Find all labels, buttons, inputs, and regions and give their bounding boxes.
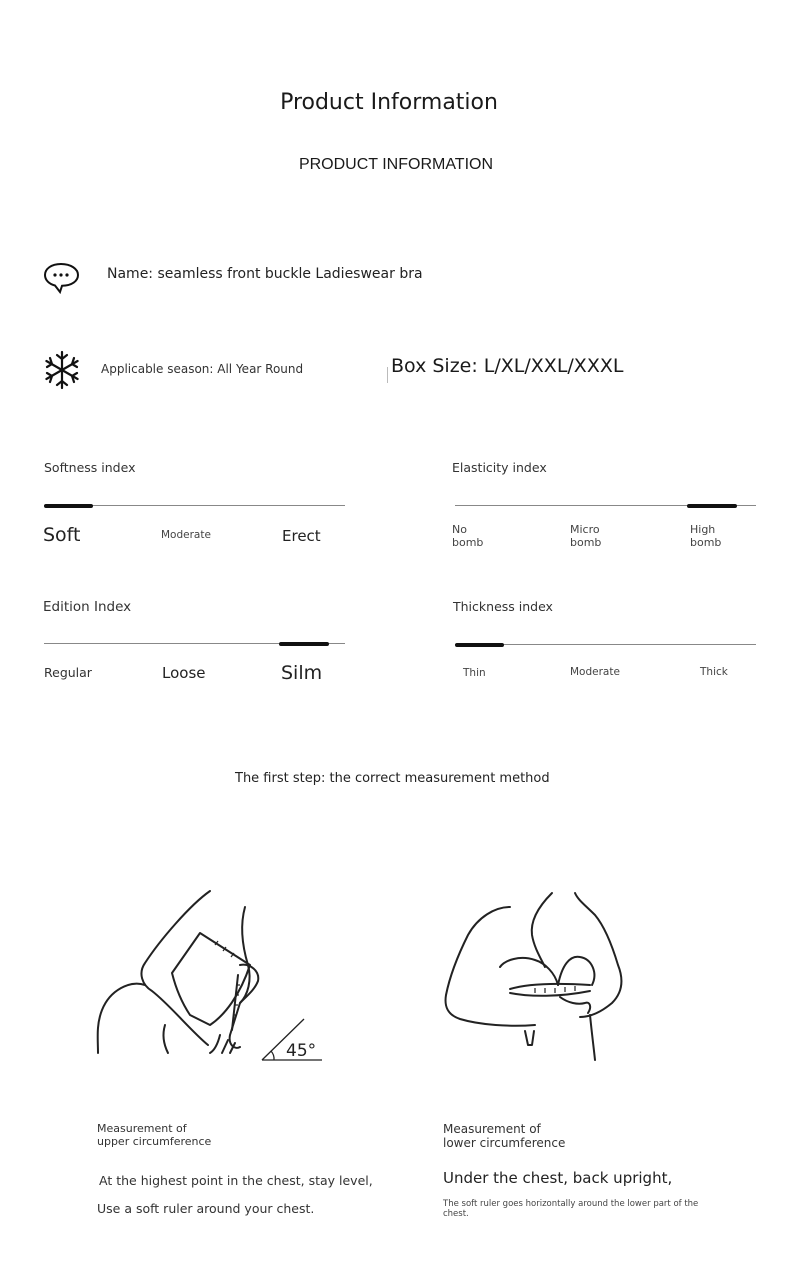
softness-scale-moderate: Moderate <box>161 529 211 541</box>
scale-word: No <box>452 523 467 536</box>
softness-index-label: Softness index <box>44 460 136 475</box>
description-line: The soft ruler goes horizontally around the lower part of the <box>443 1199 699 1209</box>
upper-measurement-illustration <box>90 885 330 1065</box>
thickness-scale-moderate: Moderate <box>570 666 620 678</box>
page-title: Product Information <box>280 90 498 115</box>
scale-word: bomb <box>570 536 602 549</box>
divider <box>387 367 388 383</box>
page-subtitle: PRODUCT INFORMATION <box>298 156 494 173</box>
elasticity-scale-micro-bomb <box>570 523 601 549</box>
edition-scale-loose: Loose <box>162 664 206 682</box>
lower-caption <box>443 1122 565 1150</box>
applicable-season: Applicable season: All Year Round <box>101 362 304 376</box>
speech-bubble-icon <box>43 262 81 294</box>
thickness-scale-thick: Thick <box>700 666 728 678</box>
elasticity-index-label: Elasticity index <box>452 460 547 475</box>
caption-line: upper circumference <box>97 1135 212 1148</box>
upper-description-line1: At the highest point in the chest, stay level, <box>99 1173 373 1188</box>
softness-indicator <box>44 504 93 508</box>
edition-index-label: Edition Index <box>43 599 132 615</box>
snowflake-icon <box>43 350 81 390</box>
thickness-index-label: Thickness index <box>453 599 553 614</box>
softness-scale-soft: Soft <box>43 524 81 546</box>
edition-indicator <box>279 642 329 646</box>
caption-line: Measurement of <box>443 1122 541 1136</box>
upper-caption <box>97 1122 211 1148</box>
thickness-scale-thin: Thin <box>463 667 486 679</box>
elasticity-indicator <box>687 504 737 508</box>
lower-description-line1: Under the chest, back upright, <box>443 1169 673 1187</box>
angle-label: 45° <box>286 1041 317 1061</box>
upper-description-line2: Use a soft ruler around your chest. <box>97 1201 315 1216</box>
thickness-indicator <box>455 643 504 647</box>
caption-line: Measurement of <box>97 1122 187 1135</box>
scale-word: High <box>690 523 716 536</box>
edition-scale-silm: Silm <box>281 662 323 684</box>
lower-measurement-illustration <box>440 885 630 1065</box>
elasticity-scale-high-bomb <box>690 523 721 549</box>
softness-scale-erect: Erect <box>282 527 321 545</box>
box-size: Box Size: L/XL/XXL/XXXL <box>391 355 624 377</box>
scale-word: bomb <box>452 536 484 549</box>
edition-scale-regular: Regular <box>44 665 92 680</box>
scale-word: bomb <box>690 536 722 549</box>
product-name: Name: seamless front buckle Ladieswear bra <box>107 266 423 282</box>
description-line: chest. <box>443 1209 469 1219</box>
elasticity-scale-no-bomb <box>452 523 483 549</box>
lower-description-line2 <box>443 1199 698 1219</box>
caption-line: lower circumference <box>443 1136 566 1150</box>
scale-word: Micro <box>570 523 600 536</box>
measurement-heading: The first step: the correct measurement method <box>235 771 550 786</box>
